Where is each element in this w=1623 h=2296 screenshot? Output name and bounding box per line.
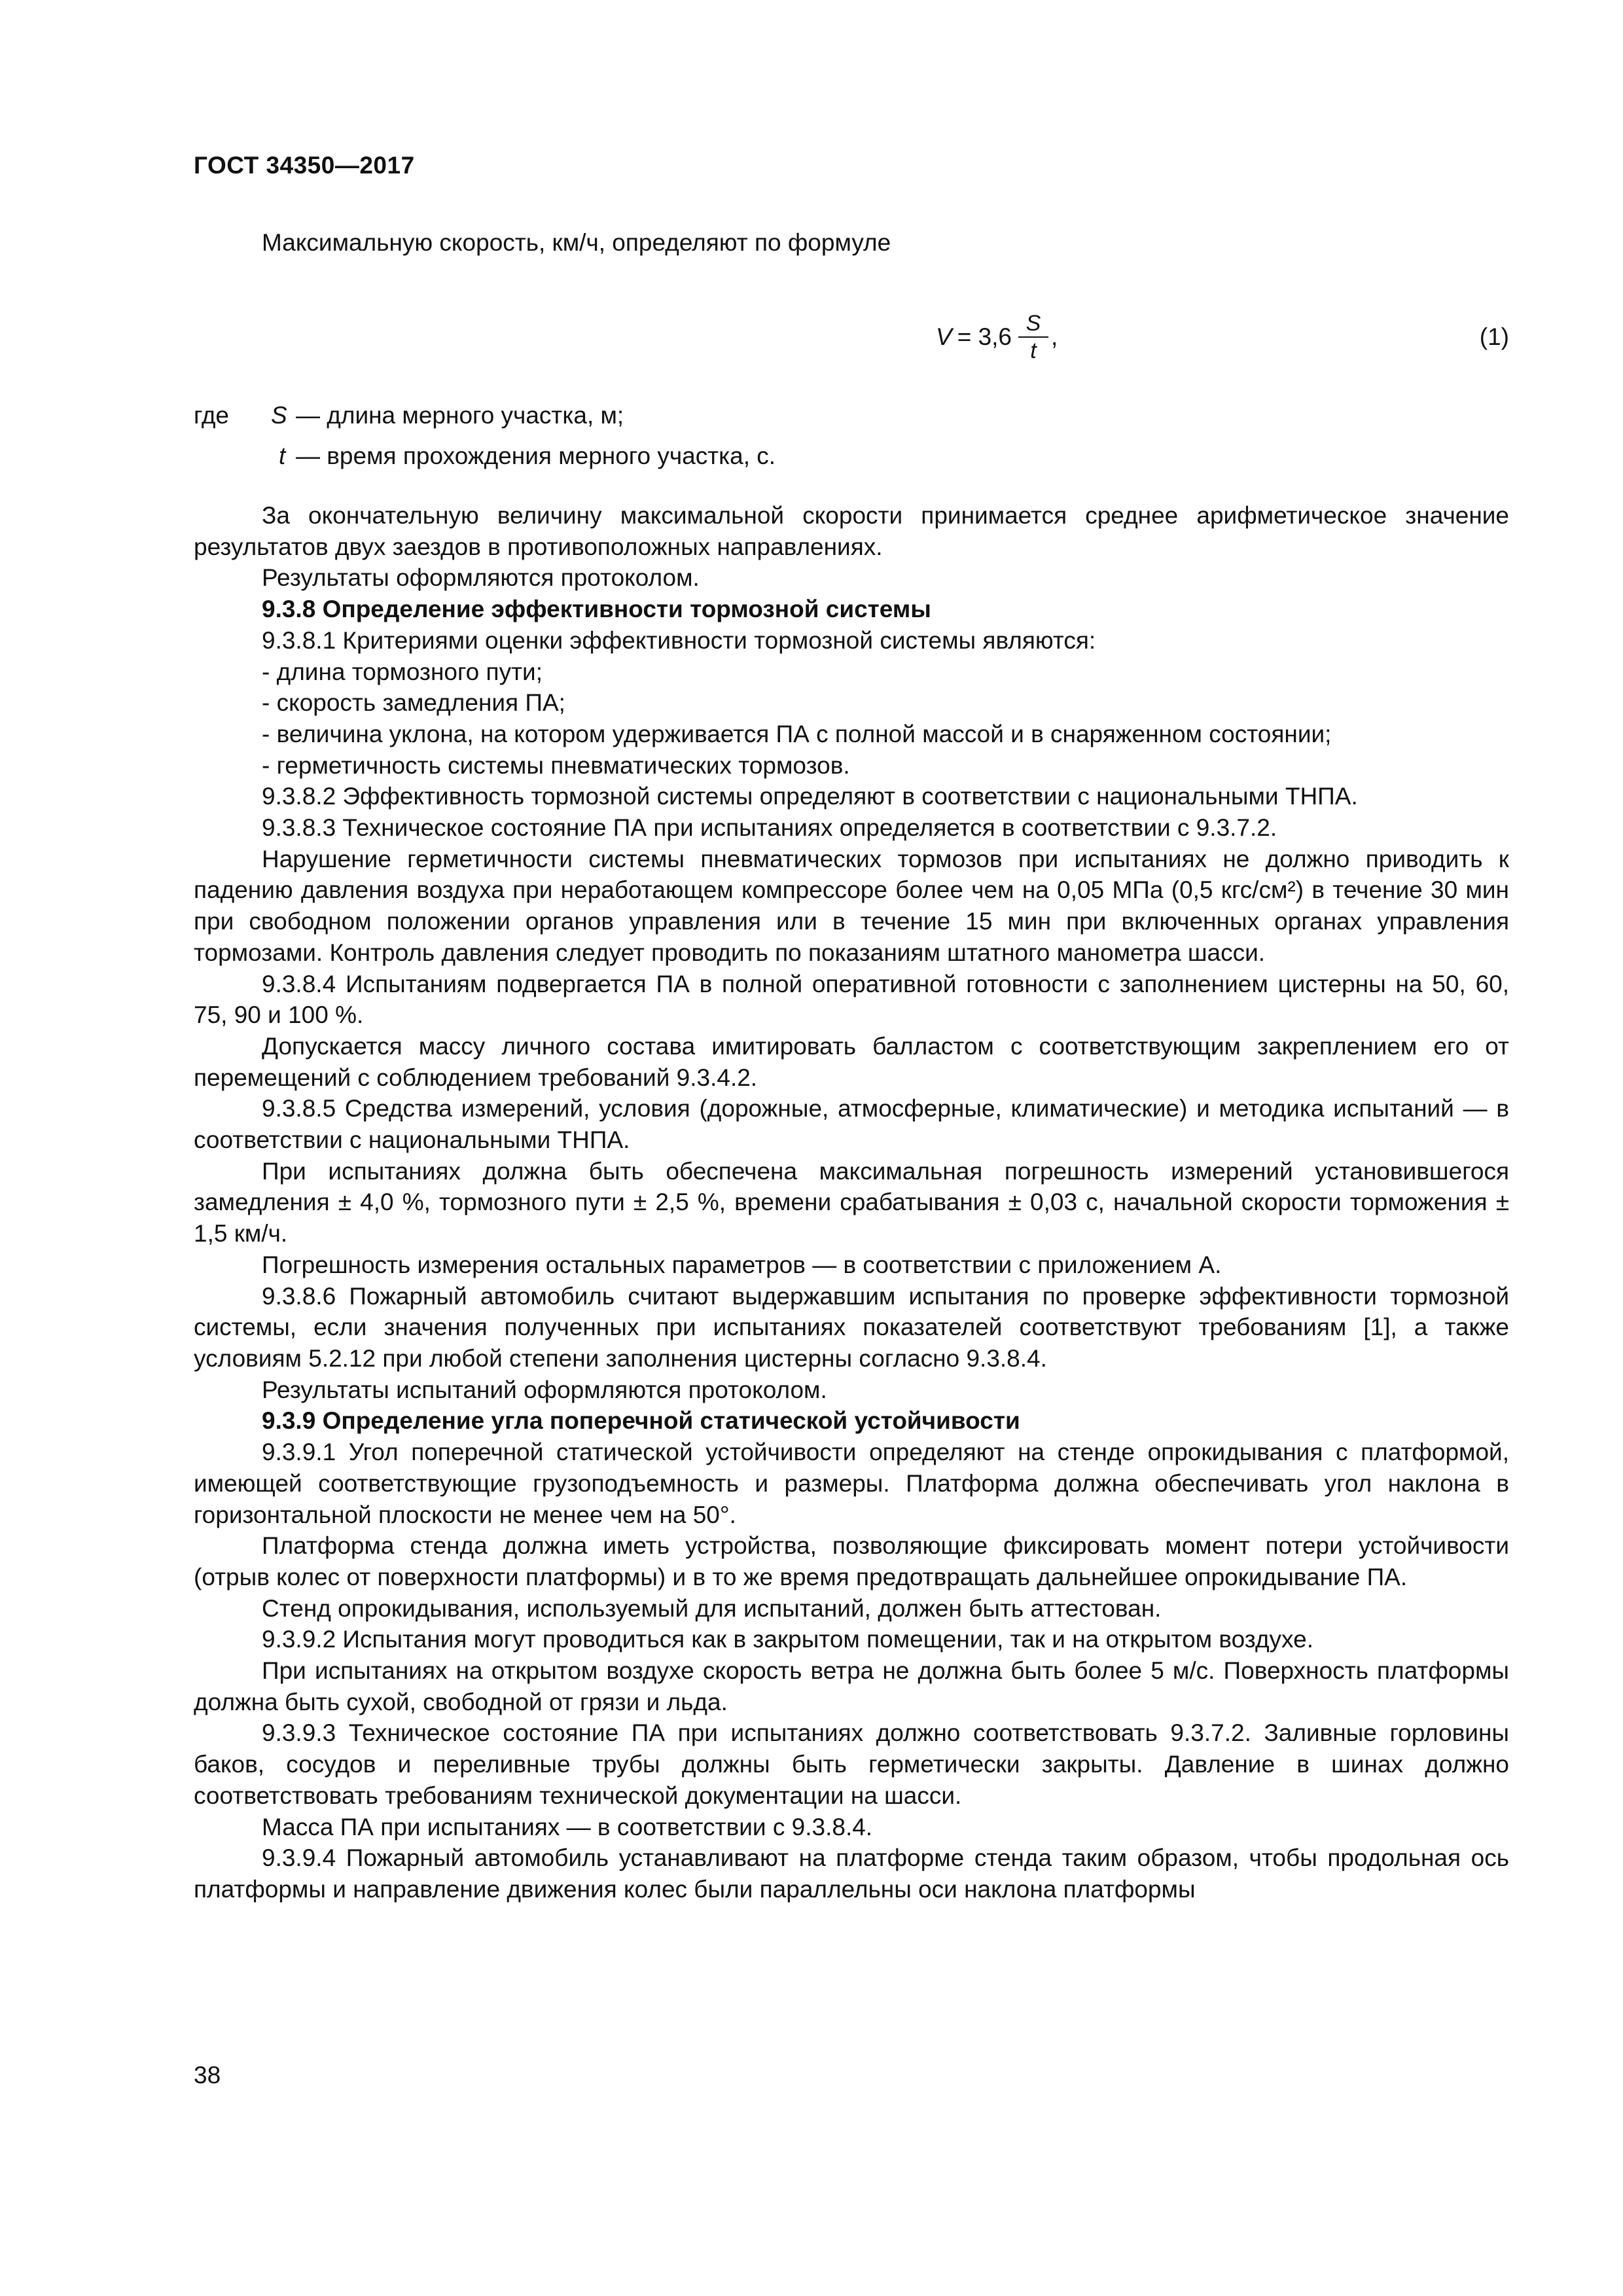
where-label: где [194, 402, 230, 429]
paragraph: 9.3.9.3 Техническое состояние ПА при испытаниях должно соответствовать 9.3.7.2. Заливные горловины баков, сосудов и переливные трубы должны быть герметически закрыты. Давление в шинах должно соответствовать требованиям технической документации на шасси. [194, 1719, 1509, 1809]
where-block [194, 395, 1496, 476]
paragraph: Нарушение герметичности системы пневматических тормозов при испытаниях не должно приводить к падению давления воздуха при неработающем компрессоре более чем на 0,05 МПа (0,5 кгс/см²) в течение 30 мин при свободном положении органов управления или в течение 15 мин при включенных органах управления тормозами. Контроль давления следует проводить по показаниям штатного манометра шасси. [194, 845, 1509, 966]
section-heading: 9.3.9 Определение угла поперечной статической устойчивости [262, 1407, 1020, 1435]
paragraph: Результаты испытаний оформляются протоколом. [262, 1376, 827, 1403]
formula-fraction [1018, 310, 1048, 364]
paragraph: Масса ПА при испытаниях — в соответствии с 9.3.8.4. [262, 1813, 873, 1840]
speed-formula [936, 291, 1058, 383]
paragraph: 9.3.8.3 Техническое состояние ПА при испытаниях определяется в соответствии с 9.3.7.2. [262, 814, 1277, 842]
paragraph: При испытаниях на открытом воздухе скорость ветра не должна быть более 5 м/с. Поверхность платформы должна быть сухой, свободной от грязи и льда. [194, 1657, 1509, 1715]
formula-denominator: t [1030, 338, 1037, 363]
section-heading: 9.3.8 Определение эффективности тормозной системы [262, 596, 931, 623]
paragraph: Платформа стенда должна иметь устройства, позволяющие фиксировать момент потери устойчивости (отрыв колес от поверхности платформы) и в то же время предотвращать дальнейшее опрокидывание ПА. [194, 1532, 1509, 1590]
body-text [194, 500, 1509, 1905]
paragraph: При испытаниях должна быть обеспечена максимальная погрешность измерений установившегося замедления ± 4,0 %, тормозного пути ± 2,5 %, времени срабатывания ± 0,03 с, начальной скорости торможения ± 1,5 км/ч. [194, 1157, 1509, 1247]
paragraph: Результаты оформляются протоколом. [262, 564, 700, 592]
formula-numerator: S [1026, 311, 1041, 336]
paragraph: За окончательную величину максимальной скорости принимается среднее арифметическое значение результатов двух заездов в противоположных направлениях. [194, 502, 1509, 560]
document-header: ГОСТ 34350—2017 [194, 152, 415, 179]
list-item: - длина тормозного пути; [262, 658, 543, 685]
where-row [194, 395, 1496, 436]
where-row [194, 436, 1496, 476]
formula-eq: = 3,6 [957, 323, 1012, 350]
paragraph: 9.3.9.2 Испытания могут проводиться как в закрытом помещении, так и на открытом воздухе. [262, 1626, 1313, 1653]
list-item: - скорость замедления ПА; [262, 689, 565, 717]
paragraph: 9.3.8.4 Испытаниям подвергается ПА в полной оперативной готовности с заполнением цистерны на 50, 60, 75, 90 и 100 %. [194, 970, 1509, 1029]
paragraph: Стенд опрокидывания, используемый для испытаний, должен быть аттестован. [262, 1594, 1162, 1622]
where-symbol: t [279, 442, 286, 469]
paragraph: 9.3.9.1 Угол поперечной статической устойчивости определяют на стенде опрокидывания с платформой, имеющей соответствующие грузоподъемность и размеры. Платформа должна обеспечивать угол наклона в горизонтальной плоскости не менее чем на 50°. [194, 1439, 1509, 1528]
paragraph: Допускается массу личного состава имитировать балластом с соответствующим закреплением его от перемещений с соблюдением требований 9.3.4.2. [194, 1032, 1509, 1091]
paragraph: 9.3.8.1 Критериями оценки эффективности тормозной системы являются: [262, 626, 1096, 654]
where-definition: — время прохождения мерного участка, с. [296, 442, 776, 469]
where-definition: — длина мерного участка, м; [296, 402, 624, 429]
list-item: - величина уклона, на котором удерживается ПА с полной массой и в снаряженном состоянии; [262, 720, 1332, 747]
paragraph: 9.3.9.4 Пожарный автомобиль устанавливают на платформе стенда таким образом, чтобы продольная ось платформы и направление движения колес были параллельны оси наклона платформы [194, 1844, 1509, 1903]
paragraph: 9.3.8.6 Пожарный автомобиль считают выдержавшим испытания по проверке эффективности тормозной системы, если значения полученных при испытаниях показателей соответствуют требованиям [1], а также условиям 5.2.12 при любой степени заполнения цистерны согласно 9.3.8.4. [194, 1282, 1509, 1372]
formula-number: (1) [1479, 323, 1509, 350]
formula-intro: Максимальную скорость, км/ч, определяют по формуле [262, 229, 891, 256]
formula-block [194, 291, 1509, 383]
formula-lhs: V [936, 323, 952, 350]
list-item: - герметичность системы пневматических тормозов. [262, 751, 850, 779]
paragraph: Погрешность измерения остальных параметров — в соответствии с приложением А. [262, 1251, 1222, 1278]
page-number: 38 [194, 2062, 221, 2089]
where-symbol: S [271, 402, 287, 429]
formula-trail: , [1051, 323, 1058, 350]
paragraph: 9.3.8.5 Средства измерений, условия (дорожные, атмосферные, климатические) и методика испытаний — в соответствии с национальными ТНПА. [194, 1095, 1509, 1154]
paragraph: 9.3.8.2 Эффективность тормозной системы определяют в соответствии с национальными ТНПА. [262, 783, 1358, 810]
